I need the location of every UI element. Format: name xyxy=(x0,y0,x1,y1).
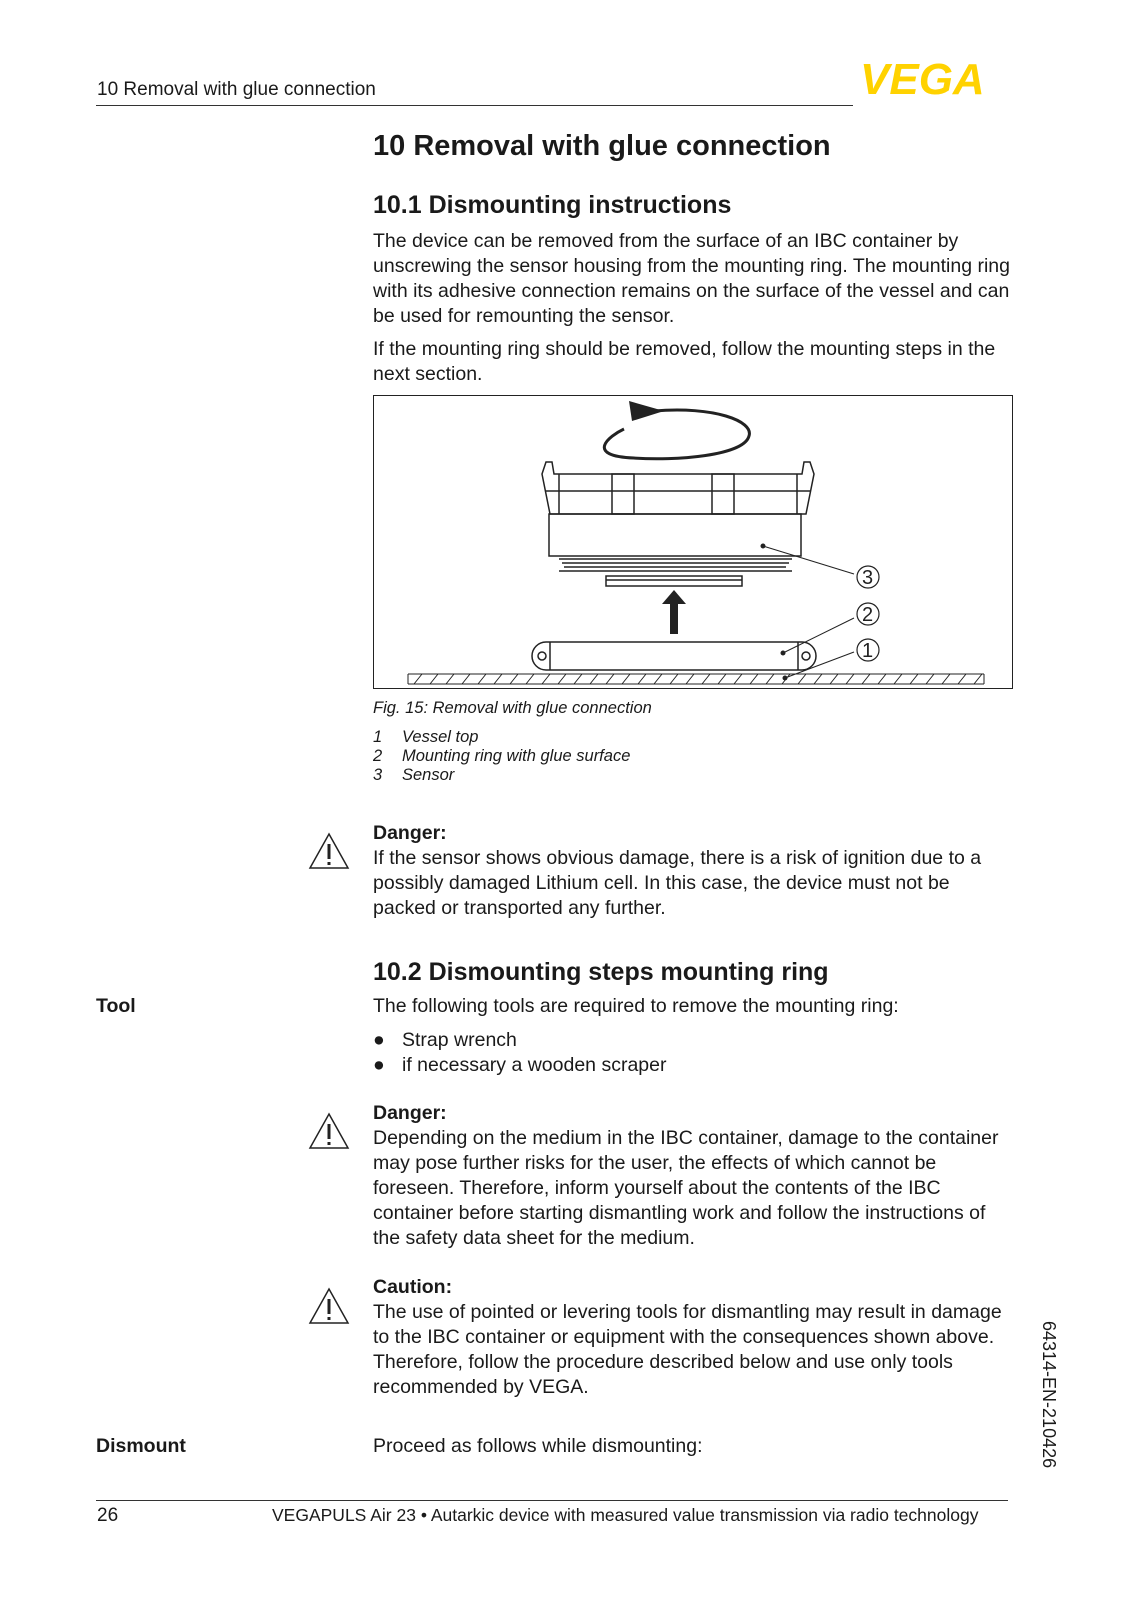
document-number: 64314-EN-210426 xyxy=(1039,1321,1059,1469)
caution-text: The use of pointed or levering tools for dismantling may result in damage to the IBC container or equipment with the consequences shown above. Therefore, follow the procedure described below and use only tools recommended by VEGA. xyxy=(373,1301,1002,1398)
section-title-dismounting-steps: 10.2 Dismounting steps mounting ring xyxy=(373,958,829,986)
danger-label: Danger: xyxy=(373,822,447,844)
danger-notice-medium xyxy=(373,1101,1013,1251)
section1-body xyxy=(373,229,1013,387)
vega-logo xyxy=(860,58,1010,98)
paragraph: The device can be removed from the surface of an IBC container by unscrewing the sensor housing from the mounting ring. The mounting ring with its adhesive connection remains on the surface of the vessel and can be used for remounting the sensor. xyxy=(373,230,1010,327)
paragraph: If the mounting ring should be removed, follow the mounting steps in the next section. xyxy=(373,338,996,385)
list-item: ● Strap wrench xyxy=(373,1029,517,1051)
dismount-intro: Proceed as follows while dismounting: xyxy=(373,1435,703,1457)
section-title-dismounting-instructions: 10.1 Dismounting instructions xyxy=(373,191,732,219)
warning-triangle-icon xyxy=(308,1112,350,1150)
caution-notice xyxy=(373,1275,1013,1400)
vessel-top xyxy=(408,674,984,684)
danger-text: Depending on the medium in the IBC container, damage to the container may pose further risks for the user, the effects of which cannot be foreseen. Therefore, inform yourself about the contents of the IBC container before starting dismantling work and follow the instructions of the safety data sheet for the medium. xyxy=(373,1127,999,1249)
page-number: 26 xyxy=(97,1505,119,1526)
tools-block xyxy=(373,994,1013,1078)
up-arrow-shaft xyxy=(670,602,678,634)
danger-text: If the sensor shows obvious damage, there is a risk of ignition due to a possibly damaged Lithium cell. In this case, the device must not be packed or transported any further. xyxy=(373,847,982,919)
caution-label: Caution: xyxy=(373,1276,453,1298)
callout-3: 3 xyxy=(862,567,874,589)
margin-label-tool: Tool xyxy=(96,995,136,1017)
footer-rule xyxy=(96,1500,1008,1501)
legend-item: 2 Mounting ring with glue surface xyxy=(373,747,631,765)
figure-caption: Fig. 15: Removal with glue connection xyxy=(373,699,652,717)
rotation-arrow xyxy=(604,410,749,459)
header-rule xyxy=(96,105,853,106)
margin-label-dismount: Dismount xyxy=(96,1435,186,1457)
svg-text:VEGA: VEGA xyxy=(860,58,985,98)
chapter-title: 10 Removal with glue connection xyxy=(373,130,831,162)
up-arrowhead xyxy=(662,590,686,604)
technical-drawing xyxy=(374,396,1012,688)
danger-label: Danger: xyxy=(373,1102,447,1124)
warning-triangle-icon xyxy=(308,832,350,870)
legend-item: 3 Sensor xyxy=(373,766,455,784)
callout-2: 2 xyxy=(862,604,874,626)
list-item: ● if necessary a wooden scraper xyxy=(373,1054,667,1076)
figure-legend xyxy=(373,728,630,785)
footer-product-title: VEGAPULS Air 23 • Autarkic device with measured value transmission via radio technology xyxy=(272,1505,979,1525)
danger-notice-lithium xyxy=(373,821,1013,921)
rotation-arrowhead xyxy=(629,401,664,421)
legend-item: 1 Vessel top xyxy=(373,728,479,746)
running-header: 10 Removal with glue connection xyxy=(97,79,376,100)
callout-1: 1 xyxy=(862,640,874,662)
figure-removal-glue-connection xyxy=(373,395,1013,689)
mounting-ring xyxy=(532,642,816,670)
callouts xyxy=(857,566,879,662)
warning-triangle-icon xyxy=(308,1287,350,1325)
sensor xyxy=(542,462,814,586)
tools-intro: The following tools are required to remove the mounting ring: xyxy=(373,995,899,1017)
